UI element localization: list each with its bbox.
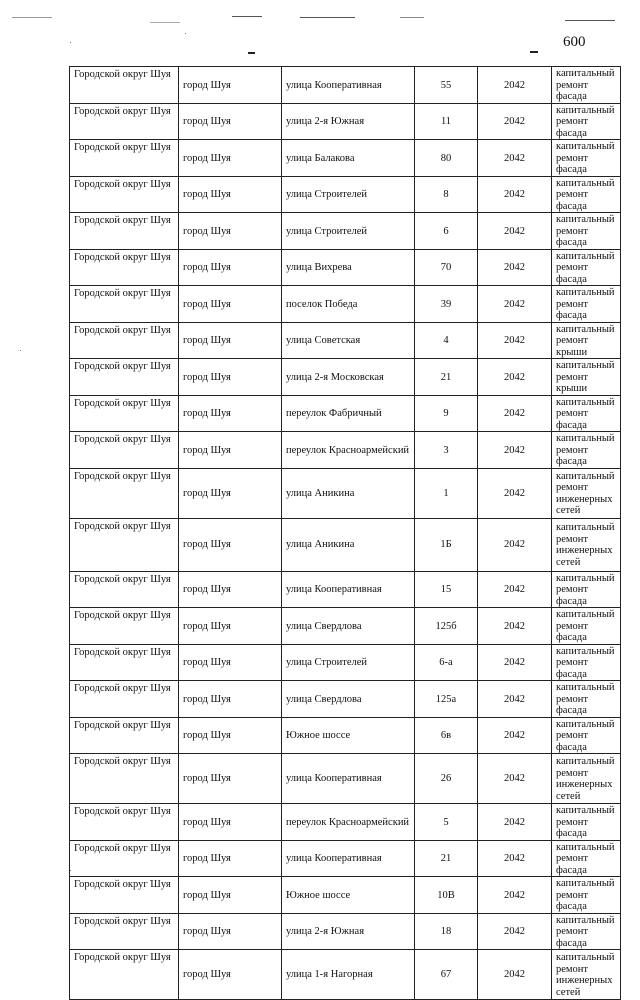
scan-artifact-line	[565, 20, 615, 21]
city-cell: город Шуя	[179, 571, 282, 608]
street-cell: улица Кооперативная	[282, 754, 415, 804]
year-cell: 2042	[478, 249, 552, 286]
street-cell: улица 2-я Южная	[282, 103, 415, 140]
year-cell: 2042	[478, 322, 552, 359]
work-type-cell: капитальный ремонт фасада	[552, 608, 621, 645]
year-cell: 2042	[478, 468, 552, 518]
city-cell: город Шуя	[179, 518, 282, 571]
table-row	[70, 176, 621, 213]
year-cell: 2042	[478, 518, 552, 571]
street-cell: улица 1-я Нагорная	[282, 950, 415, 1000]
city-cell: город Шуя	[179, 950, 282, 1000]
table-row	[70, 681, 621, 718]
table-row	[70, 913, 621, 950]
district-cell: Городской округ Шуя	[70, 213, 179, 250]
year-cell: 2042	[478, 644, 552, 681]
street-cell: улица Балакова	[282, 140, 415, 177]
street-cell: улица 2-я Московская	[282, 359, 415, 396]
city-cell: город Шуя	[179, 359, 282, 396]
city-cell: город Шуя	[179, 286, 282, 323]
year-cell: 2042	[478, 681, 552, 718]
city-cell: город Шуя	[179, 213, 282, 250]
year-cell: 2042	[478, 103, 552, 140]
scan-artifact-dot	[70, 42, 71, 43]
house-number-cell: 67	[415, 950, 478, 1000]
year-cell: 2042	[478, 432, 552, 469]
street-cell: Южное шоссе	[282, 717, 415, 754]
house-number-cell: 26	[415, 754, 478, 804]
city-cell: город Шуя	[179, 67, 282, 104]
city-cell: город Шуя	[179, 754, 282, 804]
work-type-cell: капитальный ремонт фасада	[552, 644, 621, 681]
year-cell: 2042	[478, 754, 552, 804]
page-number: 600	[563, 34, 586, 50]
house-number-cell: 80	[415, 140, 478, 177]
street-cell: улица Свердлова	[282, 608, 415, 645]
house-number-cell: 1Б	[415, 518, 478, 571]
district-cell: Городской округ Шуя	[70, 322, 179, 359]
district-cell: Городской округ Шуя	[70, 286, 179, 323]
city-cell: город Шуя	[179, 804, 282, 841]
work-type-cell: капитальный ремонт инженерных сетей	[552, 518, 621, 571]
table-row	[70, 717, 621, 754]
table-row	[70, 468, 621, 518]
work-type-cell: капитальный ремонт инженерных сетей	[552, 468, 621, 518]
city-cell: город Шуя	[179, 395, 282, 432]
year-cell: 2042	[478, 286, 552, 323]
house-number-cell: 9	[415, 395, 478, 432]
street-cell: улица Кооперативная	[282, 840, 415, 877]
work-type-cell: капитальный ремонт фасада	[552, 140, 621, 177]
table-row	[70, 608, 621, 645]
work-type-cell: капитальный ремонт фасада	[552, 67, 621, 104]
district-cell: Городской округ Шуя	[70, 681, 179, 718]
work-type-cell: капитальный ремонт фасада	[552, 804, 621, 841]
city-cell: город Шуя	[179, 140, 282, 177]
street-cell: улица Советская	[282, 322, 415, 359]
work-type-cell: капитальный ремонт инженерных сетей	[552, 950, 621, 1000]
year-cell: 2042	[478, 877, 552, 914]
table-row	[70, 286, 621, 323]
house-number-cell: 15	[415, 571, 478, 608]
street-cell: улица Строителей	[282, 176, 415, 213]
work-type-cell: капитальный ремонт фасада	[552, 840, 621, 877]
year-cell: 2042	[478, 67, 552, 104]
district-cell: Городской округ Шуя	[70, 608, 179, 645]
work-type-cell: капитальный ремонт фасада	[552, 681, 621, 718]
table-body	[70, 67, 621, 1000]
year-cell: 2042	[478, 804, 552, 841]
city-cell: город Шуя	[179, 913, 282, 950]
table-row	[70, 103, 621, 140]
year-cell: 2042	[478, 359, 552, 396]
street-cell: улица Строителей	[282, 644, 415, 681]
work-type-cell: капитальный ремонт фасада	[552, 877, 621, 914]
district-cell: Городской округ Шуя	[70, 432, 179, 469]
table-row	[70, 140, 621, 177]
work-type-cell: капитальный ремонт фасада	[552, 213, 621, 250]
table-row	[70, 877, 621, 914]
city-cell: город Шуя	[179, 103, 282, 140]
work-type-cell: капитальный ремонт фасада	[552, 571, 621, 608]
work-type-cell: капитальный ремонт крыши	[552, 359, 621, 396]
house-number-cell: 21	[415, 359, 478, 396]
scan-artifact-line	[248, 52, 255, 54]
district-cell: Городской округ Шуя	[70, 644, 179, 681]
city-cell: город Шуя	[179, 877, 282, 914]
scan-artifact-line	[150, 22, 180, 23]
district-cell: Городской округ Шуя	[70, 840, 179, 877]
district-cell: Городской округ Шуя	[70, 249, 179, 286]
district-cell: Городской округ Шуя	[70, 571, 179, 608]
work-type-cell: капитальный ремонт фасада	[552, 717, 621, 754]
house-number-cell: 125а	[415, 681, 478, 718]
table-row	[70, 213, 621, 250]
house-number-cell: 8	[415, 176, 478, 213]
house-number-cell: 11	[415, 103, 478, 140]
table-row	[70, 804, 621, 841]
house-number-cell: 6в	[415, 717, 478, 754]
scan-artifact-line	[400, 17, 424, 18]
house-number-cell: 6	[415, 213, 478, 250]
table-row	[70, 518, 621, 571]
year-cell: 2042	[478, 213, 552, 250]
house-number-cell: 18	[415, 913, 478, 950]
district-cell: Городской округ Шуя	[70, 67, 179, 104]
district-cell: Городской округ Шуя	[70, 877, 179, 914]
scan-artifact-line	[300, 17, 355, 18]
street-cell: переулок Фабричный	[282, 395, 415, 432]
house-number-cell: 5	[415, 804, 478, 841]
table-row	[70, 754, 621, 804]
table-row	[70, 67, 621, 104]
district-cell: Городской округ Шуя	[70, 359, 179, 396]
scan-artifact-dot	[185, 33, 186, 34]
house-number-cell: 4	[415, 322, 478, 359]
street-cell: улица Аникина	[282, 468, 415, 518]
table-row	[70, 644, 621, 681]
work-type-cell: капитальный ремонт фасада	[552, 913, 621, 950]
year-cell: 2042	[478, 950, 552, 1000]
work-type-cell: капитальный ремонт фасада	[552, 286, 621, 323]
city-cell: город Шуя	[179, 717, 282, 754]
table-row	[70, 395, 621, 432]
city-cell: город Шуя	[179, 681, 282, 718]
street-cell: улица Строителей	[282, 213, 415, 250]
city-cell: город Шуя	[179, 432, 282, 469]
table-row	[70, 432, 621, 469]
table-row	[70, 950, 621, 1000]
house-number-cell: 70	[415, 249, 478, 286]
city-cell: город Шуя	[179, 840, 282, 877]
street-cell: Южное шоссе	[282, 877, 415, 914]
work-type-cell: капитальный ремонт крыши	[552, 322, 621, 359]
district-cell: Городской округ Шуя	[70, 140, 179, 177]
street-cell: поселок Победа	[282, 286, 415, 323]
district-cell: Городской округ Шуя	[70, 103, 179, 140]
repair-registry-table	[69, 66, 621, 1000]
district-cell: Городской округ Шуя	[70, 950, 179, 1000]
district-cell: Городской округ Шуя	[70, 395, 179, 432]
house-number-cell: 125б	[415, 608, 478, 645]
district-cell: Городской округ Шуя	[70, 804, 179, 841]
district-cell: Городской округ Шуя	[70, 468, 179, 518]
table-row	[70, 840, 621, 877]
city-cell: город Шуя	[179, 644, 282, 681]
street-cell: улица Вихрева	[282, 249, 415, 286]
year-cell: 2042	[478, 913, 552, 950]
street-cell: улица Свердлова	[282, 681, 415, 718]
table-row	[70, 249, 621, 286]
house-number-cell: 39	[415, 286, 478, 323]
work-type-cell: капитальный ремонт фасада	[552, 176, 621, 213]
street-cell: переулок Красноармейский	[282, 432, 415, 469]
city-cell: город Шуя	[179, 322, 282, 359]
year-cell: 2042	[478, 395, 552, 432]
district-cell: Городской округ Шуя	[70, 518, 179, 571]
city-cell: город Шуя	[179, 468, 282, 518]
work-type-cell: капитальный ремонт инженерных сетей	[552, 754, 621, 804]
scan-artifact-line	[12, 17, 52, 18]
house-number-cell: 6-а	[415, 644, 478, 681]
year-cell: 2042	[478, 571, 552, 608]
scan-artifact-line	[530, 51, 538, 53]
scan-artifact-dot	[20, 350, 21, 351]
district-cell: Городской округ Шуя	[70, 754, 179, 804]
work-type-cell: капитальный ремонт фасада	[552, 395, 621, 432]
work-type-cell: капитальный ремонт фасада	[552, 103, 621, 140]
year-cell: 2042	[478, 140, 552, 177]
city-cell: город Шуя	[179, 608, 282, 645]
house-number-cell: 1	[415, 468, 478, 518]
district-cell: Городской округ Шуя	[70, 913, 179, 950]
year-cell: 2042	[478, 176, 552, 213]
year-cell: 2042	[478, 840, 552, 877]
year-cell: 2042	[478, 717, 552, 754]
street-cell: улица Кооперативная	[282, 571, 415, 608]
street-cell: улица Кооперативная	[282, 67, 415, 104]
work-type-cell: капитальный ремонт фасада	[552, 249, 621, 286]
work-type-cell: капитальный ремонт фасада	[552, 432, 621, 469]
district-cell: Городской округ Шуя	[70, 717, 179, 754]
house-number-cell: 3	[415, 432, 478, 469]
year-cell: 2042	[478, 608, 552, 645]
street-cell: улица 2-я Южная	[282, 913, 415, 950]
street-cell: переулок Красноармейский	[282, 804, 415, 841]
city-cell: город Шуя	[179, 176, 282, 213]
house-number-cell: 21	[415, 840, 478, 877]
table-row	[70, 359, 621, 396]
scan-artifact-line	[232, 16, 262, 17]
house-number-cell: 10В	[415, 877, 478, 914]
city-cell: город Шуя	[179, 249, 282, 286]
table-row	[70, 571, 621, 608]
street-cell: улица Аникина	[282, 518, 415, 571]
district-cell: Городской округ Шуя	[70, 176, 179, 213]
house-number-cell: 55	[415, 67, 478, 104]
table-row	[70, 322, 621, 359]
